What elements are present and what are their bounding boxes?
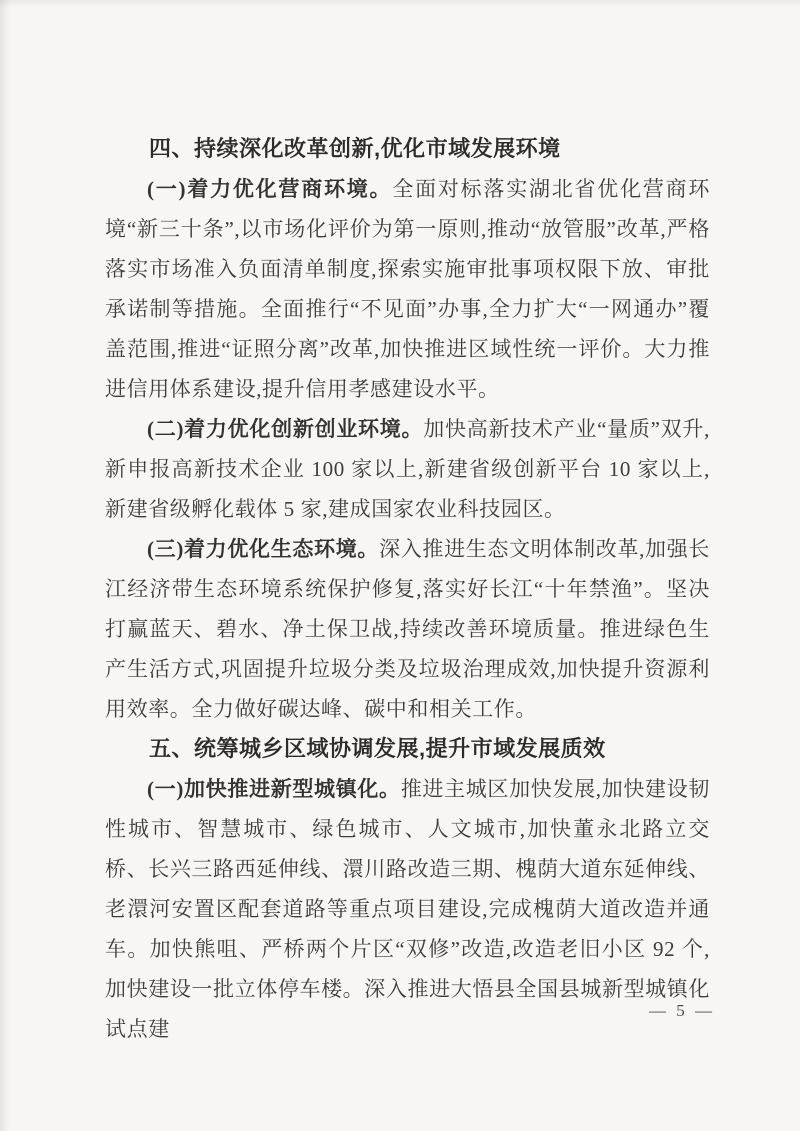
paragraph-body-3: 深入推进生态文明体制改革,加强长江经济带生态环境系统保护修复,落实好长江“十年禁渔”。坚决打赢蓝天、碧水、净土保卫战,持续改善环境质量。推进绿色生产生活方式,巩固提升垃圾分类及垃圾治理成效,加快提升资源利用效率。全力做好碳达峰、碳中和相关工作。 — [105, 537, 710, 721]
document-body — [105, 129, 710, 1049]
paragraph-body-4: 推进主城区加快发展,加快建设韧性城市、智慧城市、绿色城市、人文城市,加快董永北路立交桥、长兴三路西延伸线、澴川路改造三期、槐荫大道东延伸线、老澴河安置区配套道路等重点项目建设,完成槐荫大道改造并通车。加快熊咀、严桥两个片区“双修”改造,改造老旧小区 92 个,加快建设一批立体停车楼。深入推进大悟县全国县城新型城镇化试点建 — [105, 777, 710, 1041]
section-heading-four: 四、持续深化改革创新,优化市域发展环境 — [149, 136, 561, 161]
paragraph-lead-3: (三)着力优化生态环境。 — [147, 537, 380, 561]
paragraph-urbanization — [105, 769, 710, 1049]
section-heading-five: 五、统筹城乡区域协调发展,提升市域发展质效 — [149, 736, 606, 761]
paragraph-body-2: 加快高新技术产业“量质”双升,新申报高新技术企业 100 家以上,新建省级创新平台 10 家以上,新建省级孵化载体 5 家,建成国家农业科技园区。 — [105, 417, 710, 521]
paragraph-ecological-environment — [105, 529, 710, 729]
page-number: — 5 — — [649, 1001, 715, 1020]
paragraph-innovation-environment — [105, 409, 710, 529]
paragraph-lead-2: (二)着力优化创新创业环境。 — [147, 417, 424, 441]
paragraph-business-environment — [105, 169, 710, 409]
paragraph-lead-1: (一)着力优化营商环境。 — [147, 177, 393, 201]
paragraph-lead-4: (一)加快推进新型城镇化。 — [147, 777, 401, 801]
paragraph-body-1: 全面对标落实湖北省优化营商环境“新三十条”,以市场化评价为第一原则,推动“放管服”改革,严格落实市场准入负面清单制度,探索实施审批事项权限下放、审批承诺制等措施。全面推行“不见面”办事,全力扩大“一网通办”覆盖范围,推进“证照分离”改革,加快推进区域性统一评价。大力推进信用体系建设,提升信用孝感建设水平。 — [105, 177, 711, 401]
